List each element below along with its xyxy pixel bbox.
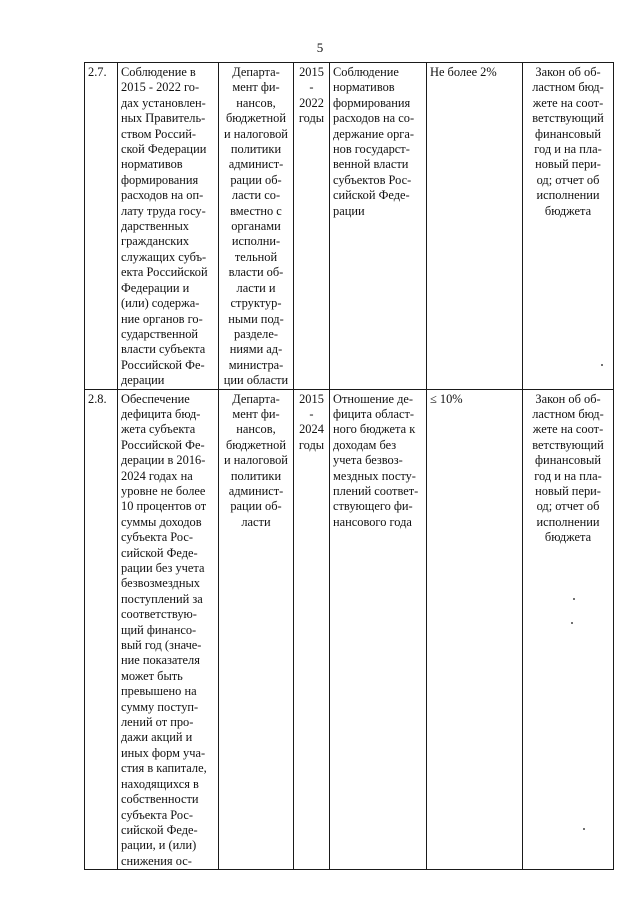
cell-text-line: субъекта Рос- xyxy=(121,807,194,822)
cell-text-line: исполнении xyxy=(536,514,600,529)
cell-text-line: и налоговой xyxy=(224,453,288,468)
indicator-cell xyxy=(330,63,427,390)
cell-text-line: соответствую- xyxy=(121,607,197,622)
cell-text-line: исполнении xyxy=(536,188,600,203)
cell-text-line: ≤ 10% xyxy=(430,391,463,406)
cell-text-line: политики xyxy=(230,468,282,483)
cell-text-line: ластном бюд- xyxy=(532,80,604,95)
cell-text-line: ством Россий- xyxy=(121,126,197,141)
row-number: 2.8. xyxy=(88,391,107,406)
cell-text-line: сударственной xyxy=(121,326,199,341)
cell-text-line: ласти со- xyxy=(231,188,281,203)
cell-text-line: Обеспечение xyxy=(121,391,190,406)
cell-text-line: министра- xyxy=(228,357,284,372)
target-value-cell xyxy=(427,389,523,870)
cell-text-line: превышено на xyxy=(121,684,197,699)
document-cell xyxy=(523,63,614,390)
cell-text-line: од; отчет об xyxy=(536,172,600,187)
cell-text-line: сийской Феде- xyxy=(333,188,410,203)
cell-text-line: нансов, xyxy=(236,422,276,437)
scan-speck xyxy=(601,364,603,366)
cell-text-line: учета безвоз- xyxy=(333,453,403,468)
cell-text-line: органами xyxy=(231,219,281,234)
scan-speck xyxy=(583,828,585,830)
cell-text-line: Федерации и xyxy=(121,280,190,295)
cell-text-line: лений от про- xyxy=(121,715,194,730)
cell-text-line: жете на соот- xyxy=(532,95,604,110)
cell-text-line: структур- xyxy=(230,296,282,311)
cell-text-line: стия в капитале, xyxy=(121,761,207,776)
cell-text-line: новый пери- xyxy=(535,483,601,498)
cell-text-line: ными под- xyxy=(228,311,284,326)
cell-text-line: находящихся в xyxy=(121,776,199,791)
department-cell xyxy=(219,389,294,870)
cell-text-line: дарственных xyxy=(121,219,189,234)
cell-text-line: политики xyxy=(230,142,282,157)
cell-text-line: рации xyxy=(333,203,365,218)
cell-text-line: 2015 xyxy=(299,391,324,406)
cell-text-line: Соблюдение xyxy=(333,65,399,79)
cell-text-line: ской Федерации xyxy=(121,142,207,157)
page-number: 5 xyxy=(316,40,324,55)
cell-text-line: формирования xyxy=(333,95,411,110)
indicator-cell xyxy=(330,389,427,870)
cell-text-line: бюджета xyxy=(544,530,592,545)
cell-text-line: Департа- xyxy=(232,65,280,79)
cell-text-line: ласти и xyxy=(236,280,276,295)
cell-text-line: лату труда госу- xyxy=(121,203,206,218)
cell-text-line: суммы доходов xyxy=(121,514,202,529)
cell-text-line: 10 процентов от xyxy=(121,499,207,514)
cell-text-line: дерации xyxy=(121,373,165,388)
cell-text-line: уровне не более xyxy=(121,483,206,498)
cell-text-line: гражданских xyxy=(121,234,190,249)
cell-text-line: формирования xyxy=(121,172,199,187)
cell-text-line: Закон об об- xyxy=(535,391,601,406)
cell-text-line: Российской Фе- xyxy=(121,437,205,452)
cell-text-line: нормативов xyxy=(121,157,183,172)
target-value-cell xyxy=(427,63,523,390)
cell-text-line: ние органов го- xyxy=(121,311,203,326)
cell-text-line: поступлений за xyxy=(121,591,203,606)
cell-text-line: сийской Феде- xyxy=(121,822,198,837)
cell-text-line: дефицита бюд- xyxy=(121,406,201,421)
period-cell xyxy=(294,63,330,390)
cell-text-line: щий финансо- xyxy=(121,622,197,637)
cell-text-line: расходов на оп- xyxy=(121,188,204,203)
cell-text-line: жета субъекта xyxy=(121,422,196,437)
scan-speck xyxy=(573,598,575,600)
cell-text-line: годы xyxy=(298,437,325,452)
cell-text-line: ного бюджета к xyxy=(333,422,416,437)
cell-text-line: ластном бюд- xyxy=(532,406,604,421)
cell-text-line: новый пери- xyxy=(535,157,601,172)
cell-text-line: власти об- xyxy=(228,265,284,280)
cell-text-line: - xyxy=(309,80,314,95)
cell-text-line: рации об- xyxy=(230,172,282,187)
cell-text-line: разделе- xyxy=(234,326,278,341)
cell-text-line: год и на пла- xyxy=(534,468,602,483)
cell-text-line: расходов на со- xyxy=(333,111,415,126)
department-cell xyxy=(219,63,294,390)
cell-text-line: год и на пла- xyxy=(534,142,602,157)
cell-text-line: Закон об об- xyxy=(535,65,601,79)
cell-text-line: Соблюдение в xyxy=(121,65,196,79)
cell-text-line: Отношение де- xyxy=(333,391,414,406)
cell-text-line: 2024 xyxy=(299,422,324,437)
cell-text-line: жете на соот- xyxy=(532,422,604,437)
period-cell xyxy=(294,389,330,870)
cell-text-line: ниями ад- xyxy=(229,342,283,357)
cell-text-line: годы xyxy=(298,111,325,126)
cell-text-line: мент фи- xyxy=(232,406,280,421)
cell-text-line: од; отчет об xyxy=(536,499,600,514)
cell-text-line: нансового года xyxy=(333,514,412,529)
cell-text-line: 2022 xyxy=(299,95,324,110)
cell-text-line: Российской Фе- xyxy=(121,357,205,372)
cell-text-line: екта Российской xyxy=(121,265,208,280)
scan-speck xyxy=(571,622,573,624)
table-row xyxy=(85,389,614,870)
cell-text-line: ных Правитель- xyxy=(121,111,206,126)
cell-text-line: мент фи- xyxy=(232,80,280,95)
cell-text-line: дерации в 2016- xyxy=(121,453,206,468)
cell-text-line: нормативов xyxy=(333,80,395,95)
cell-text-line: рации, и (или) xyxy=(121,838,197,853)
cell-text-line: плений соответ- xyxy=(333,483,419,498)
cell-text-line: власти субъекта xyxy=(121,342,206,357)
cell-text-line: Департа- xyxy=(232,391,280,406)
cell-text-line: доходам без xyxy=(333,437,397,452)
cell-text-line: 2024 годах на xyxy=(121,468,193,483)
cell-text-line: финансовый xyxy=(535,126,601,141)
cell-text-line: ласти xyxy=(241,514,271,529)
row-number-cell xyxy=(85,389,118,870)
table-row xyxy=(85,63,614,390)
cell-text-line: субъекта Рос- xyxy=(121,530,194,545)
cell-text-line: иных форм уча- xyxy=(121,745,206,760)
cell-text-line: мездных посту- xyxy=(333,468,416,483)
cell-text-line: и налоговой xyxy=(224,126,288,141)
cell-text-line: может быть xyxy=(121,668,183,683)
cell-text-line: ствующего фи- xyxy=(333,499,413,514)
cell-text-line: бюджета xyxy=(544,203,592,218)
cell-text-line: финансовый xyxy=(535,453,601,468)
event-cell xyxy=(118,63,219,390)
cell-text-line: фицита област- xyxy=(333,406,414,421)
cell-text-line: рации без учета xyxy=(121,561,205,575)
cell-text-line: - xyxy=(309,406,314,421)
row-number: 2.7. xyxy=(88,65,107,79)
cell-text-line: исполни- xyxy=(231,234,281,249)
cell-text-line: дах установлен- xyxy=(121,95,206,110)
cell-text-line: бюджетной xyxy=(225,437,286,452)
cell-text-line: вый год (значе- xyxy=(121,638,202,653)
cell-text-line: (или) содержа- xyxy=(121,296,200,311)
cell-text-line: ции области xyxy=(223,373,289,388)
cell-text-line: венной власти xyxy=(333,157,409,172)
cell-text-line: 2015 - 2022 го- xyxy=(121,80,200,95)
cell-text-line: тельной xyxy=(234,249,278,264)
cell-text-line: собственности xyxy=(121,792,199,807)
measures-table xyxy=(84,62,614,870)
cell-text-line: вместно с xyxy=(230,203,282,218)
cell-text-line: сийской Феде- xyxy=(121,545,198,560)
cell-text-line: держание орга- xyxy=(333,126,415,141)
cell-text-line: ветствующий xyxy=(532,437,604,452)
cell-text-line: служащих субъ- xyxy=(121,249,207,264)
document-cell xyxy=(523,389,614,870)
cell-text-line: нов государст- xyxy=(333,142,410,157)
cell-text-line: ние показателя xyxy=(121,653,200,668)
cell-text-line: админист- xyxy=(228,483,284,498)
cell-text-line: Не более 2% xyxy=(430,65,497,79)
cell-text-line: сумму поступ- xyxy=(121,699,199,714)
cell-text-line: дажи акций и xyxy=(121,730,193,745)
cell-text-line: админист- xyxy=(228,157,284,172)
event-cell xyxy=(118,389,219,870)
cell-text-line: снижения ос- xyxy=(121,853,192,868)
cell-text-line: рации об- xyxy=(230,499,282,514)
cell-text-line: нансов, xyxy=(236,95,276,110)
cell-text-line: бюджетной xyxy=(225,111,286,126)
cell-text-line: ветствующий xyxy=(532,111,604,126)
row-number-cell xyxy=(85,63,118,390)
cell-text-line: субъектов Рос- xyxy=(333,172,412,187)
cell-text-line: безвозмездных xyxy=(121,576,200,591)
cell-text-line: 2015 xyxy=(299,65,324,79)
